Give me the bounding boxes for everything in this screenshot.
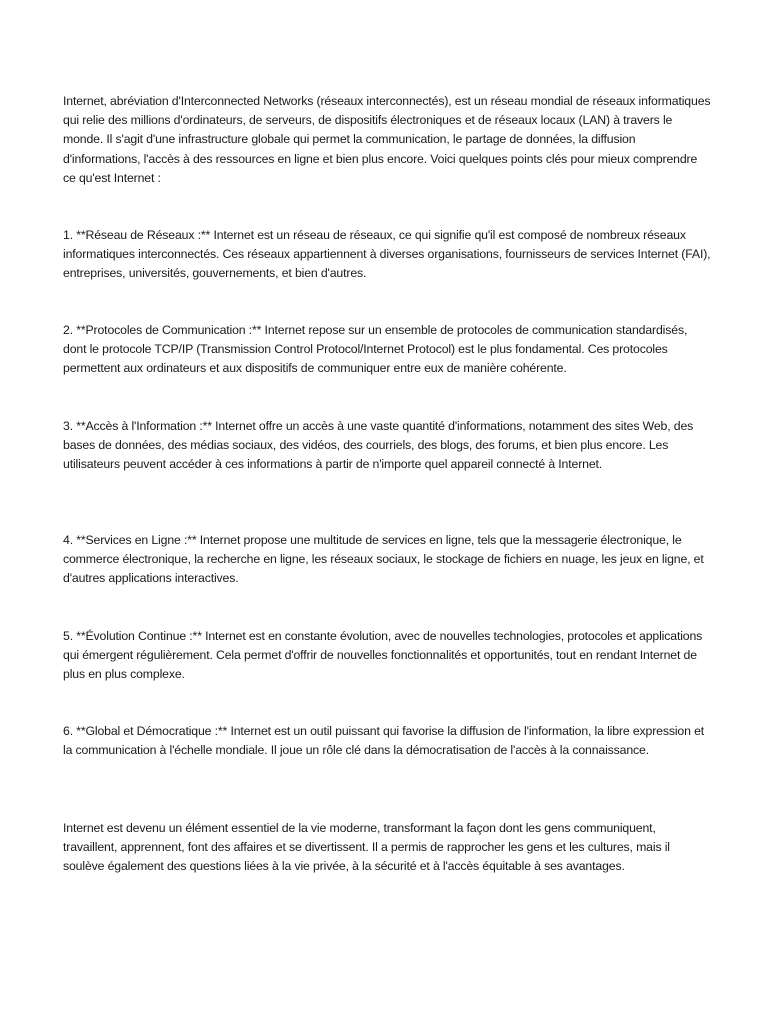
point-paragraph-3: 3. **Accès à l'Information :** Internet offre un accès à une vaste quantité d'informations, notamment des sites Web, des bases de données, des médias sociaux, des vidéos, des courriels, des blogs, des forums, et bien plus encore. Les utilisateurs peuvent accéder à ces informations à partir de n'importe quel appareil connecté à Internet. <box>63 419 694 472</box>
conclusion-paragraph: Internet est devenu un élément essentiel de la vie moderne, transformant la façon dont les gens communiquent, travaillent, apprennent, font des affaires et se divertissent. Il a permis de rapprocher les gens et les cultures, mais il soulève également des questions liées à la vie privée, à la sécurité et à l'accès équitable à ses avantages. <box>63 821 670 874</box>
intro-paragraph: Internet, abréviation d'Interconnected Networks (réseaux interconnectés), est un réseau mondial de réseaux informatiques qui relie des millions d'ordinateurs, de serveurs, de dispositifs électroniques et de réseaux locaux (LAN) à travers le monde. Il s'agit d'une infrastructure globale qui permet la communication, le partage de données, la diffusion d'informations, l'accès à des ressources en ligne et bien plus encore. Voici quelques points clés pour mieux comprendre ce qu'est Internet : <box>63 94 711 185</box>
point-paragraph-5: 5. **Évolution Continue :** Internet est en constante évolution, avec de nouvelles technologies, protocoles et applications qui émergent régulièrement. Cela permet d'offrir de nouvelles fonctionnalités et opportunités, tout en rendant Internet de plus en plus complexe. <box>63 629 703 682</box>
point-paragraph-6: 6. **Global et Démocratique :** Internet est un outil puissant qui favorise la diffusion de l'information, la libre expression et la communication à l'échelle mondiale. Il joue un rôle clé dans la démocratisation de l'accès à la connaissance. <box>63 724 705 758</box>
point-paragraph-2: 2. **Protocoles de Communication :** Internet repose sur un ensemble de protocoles de communication standardisés, dont le protocole TCP/IP (Transmission Control Protocol/Internet Protocol) est le plus fondamental. Ces protocoles permettent aux ordinateurs et aux dispositifs de communiquer entre eux de manière cohérente. <box>63 323 688 376</box>
point-paragraph-4: 4. **Services en Ligne :** Internet propose une multitude de services en ligne, tels que la messagerie électronique, le commerce électronique, la recherche en ligne, les réseaux sociaux, le stockage de fichiers en nuage, les jeux en ligne, et d'autres applications interactives. <box>63 533 704 586</box>
point-paragraph-1: 1. **Réseau de Réseaux :** Internet est un réseau de réseaux, ce qui signifie qu'il est composé de nombreux réseaux informatiques interconnectés. Ces réseaux appartiennent à diverses organisations, fournisseurs de services Internet (FAI), entreprises, universités, gouvernements, et bien d'autres. <box>63 228 711 281</box>
